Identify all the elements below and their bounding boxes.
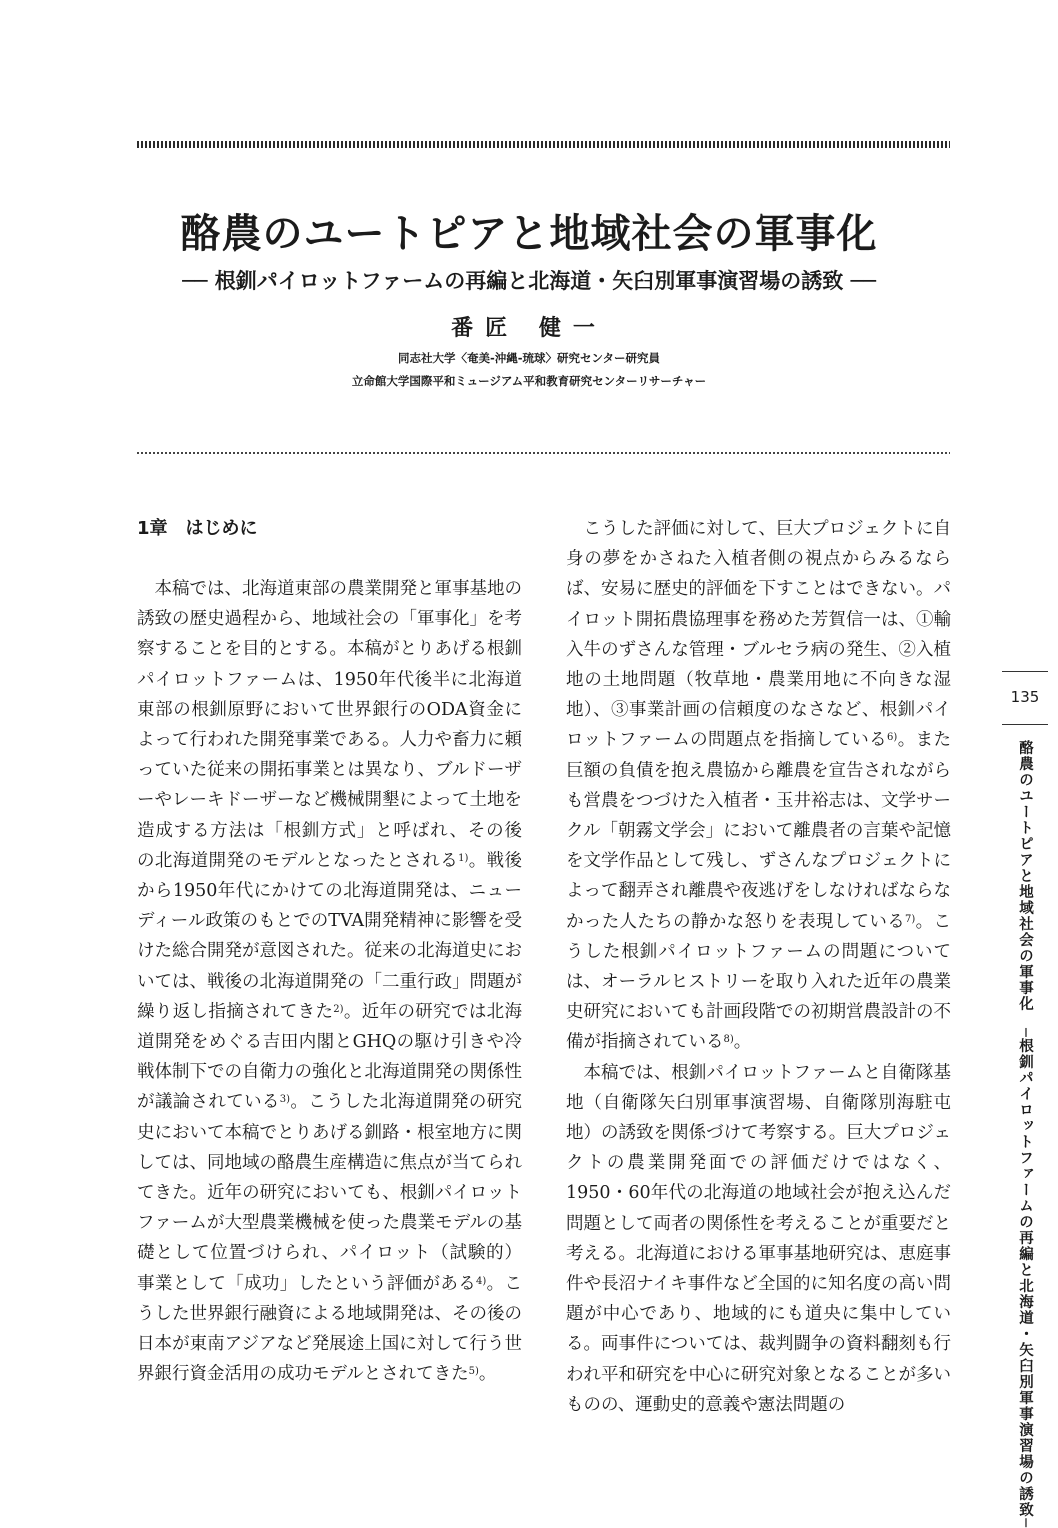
paragraph: こうした評価に対して、巨大プロジェクトに自身の夢をかさねた入植者側の視点からみるならば、安易に歴史的評価を下すことはできない。パイロット開拓農協理事を務めた芳賀信一は、①輸入牛のずさんな管理・ブルセラ病の発生、②入植地の土地問題（牧草地・農業用地に不向きな湿地）、③事業計画の信頼度のなさなど、根釧パイロットファームの問題点を指摘している$^{6)}$。また巨額の負債を抱え農協から離農を宣告されながらも営農をつづけた入植者・玉井裕志は、文学サークル「朝霧文学会」において離農者の言葉や記憶を文学作品として残し、ずさんなプロジェクトによって翻弄され離農や夜逃げをしなければならなかった人たちの静かな怒りを表現している$^{7)}$。こうした根釧パイロットファームの問題については、オーラルヒストリーを取り入れた近年の農業史研究においても計画段階での初期営農設計の不備が指摘されている$^{8)}$。 — [566, 519, 952, 1053]
header-bottom-rule — [137, 452, 950, 454]
running-title: 酪農のユートピアと地域社会の軍事化 ─根釧パイロットファームの再編と北海道・矢臼別軍事演習場の誘致─ — [1017, 740, 1033, 1528]
footnote-ref: 6) — [887, 732, 898, 744]
section-heading: 1章 はじめに — [137, 518, 258, 539]
footnote-ref: 5) — [468, 1366, 479, 1378]
paragraph: 本稿では、北海道東部の農業開発と軍事基地の誘致の歴史過程から、地域社会の「軍事化」を考察することを目的とする。本稿がとりあげる根釧パイロットファームは、1950年代後半に北海道東部の根釧原野において世界銀行のODA資金によって行われた開発事業である。人力や畜力に頼っていた従来の開拓事業とは異なり、ブルドーザーやレーキドーザーなど機械開墾によって土地を造成する方法は「根釧方式」と呼ばれ、その後の北海道開発のモデルとなったとされる$^{1)}$。戦後から1950年代にかけての北海道開発は、ニューディール政策のもとでのTVA開発精神に影響を受けた総合開発が意図された。従来の北海道史においては、戦後の北海道開発の「二重行政」問題が繰り返し指摘されてきた$^{2)}$。近年の研究では北海道開発をめぐる吉田内閣とGHQの駆け引きや冷戦体制下での自衛力の強化と北海道開発の関係性が議論されている$^{3)}$。こうした北海道開発の研究史において本稿でとりあげる釧路・根室地方に関しては、同地域の酪農生産構造に焦点が当てられてきた。近年の研究においても、根釧パイロットファームが大型農業機械を使った農業モデルの基礎として位置づけられ、パイロット（試験的）事業として「成功」したという評価がある$^{4)}$。こうした世界銀行融資による地域開発は、その後の日本が東南アジアなど発展途上国に対して行う世界銀行資金活用の成功モデルとされてきた$^{5)}$。 — [137, 579, 523, 1385]
paragraph: 本稿では、根釧パイロットファームと自衛隊基地（自衛隊矢臼別軍事演習場、自衛隊別海駐屯地）の誘致を関係づけて考察する。巨大プロジェクトの農業開発面での評価だけではなく、1950・60年代の北海道の地域社会が抱え込んだ問題として両者の関係性を考えることが重要だと考える。北海道における軍事基地研究は、恵庭事件や長沼ナイキ事件など全国的に知名度の高い問題が中心であり、地域的にも道央に集中している。両事件については、裁判闘争の資料翻刻も行われ平和研究を中心に研究対象となることが多いものの、運動史的意義や憲法問題の — [566, 1062, 951, 1415]
footnote-ref: 3) — [279, 1094, 291, 1106]
footnote-ref: 7) — [905, 913, 916, 925]
paper-subtitle: ── 根釧パイロットファームの再編と北海道・矢臼別軍事演習場の誘致 ── — [182, 269, 876, 293]
footnote-ref: 4) — [476, 1275, 487, 1287]
page-tab-rule-top — [1002, 671, 1048, 672]
author-name: 番匠 健一 — [451, 316, 607, 341]
page-tab-rule-bottom — [1002, 724, 1048, 725]
right-column — [566, 514, 951, 1420]
header-rule — [137, 141, 950, 148]
footnote-ref: 8) — [723, 1034, 734, 1046]
affiliation-2: 立命館大学国際平和ミュージアム平和教育研究センターリサーチャー — [351, 374, 707, 388]
footnote-ref: 1) — [458, 852, 469, 864]
page-number: 135 — [1010, 688, 1040, 706]
affiliation-1: 同志社大学〈奄美-沖縄-琉球〉研究センター研究員 — [397, 351, 661, 365]
left-column — [137, 514, 522, 1389]
footnote-ref: 2) — [333, 1003, 344, 1015]
paper-title: 酪農のユートピアと地域社会の軍事化 — [180, 211, 878, 257]
